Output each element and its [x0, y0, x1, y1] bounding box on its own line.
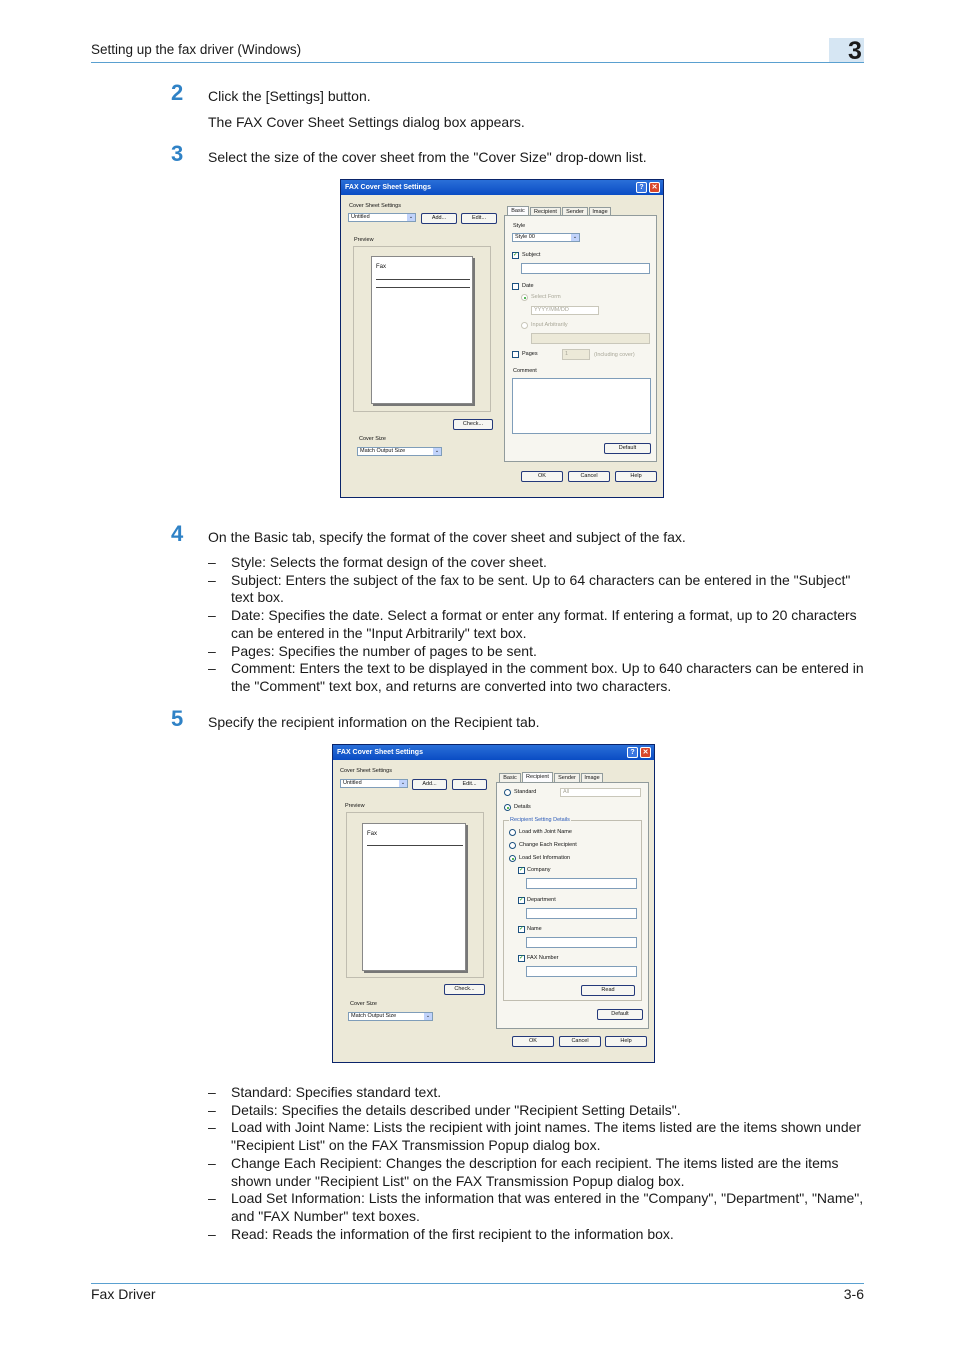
preview-area	[353, 246, 491, 412]
list-item	[208, 1190, 864, 1225]
header-rule	[91, 62, 864, 63]
subject-checkbox[interactable]: ✓	[513, 252, 519, 258]
standard-value: All	[563, 789, 570, 795]
comment-label: Comment	[513, 368, 537, 374]
preview-line	[376, 279, 470, 280]
tab-sender[interactable]: Sender	[562, 207, 588, 216]
preview-fax-text: Fax	[376, 264, 387, 270]
bullet-dash: –	[208, 660, 216, 677]
standard-label: Standard	[514, 789, 537, 795]
step-number: 3	[171, 141, 184, 166]
step5-bullet-list	[208, 1084, 864, 1243]
bullet-text: Standard: Specifies standard text.	[231, 1084, 442, 1100]
details-radio[interactable]	[504, 804, 511, 811]
comment-textarea[interactable]	[512, 378, 651, 434]
edit-button[interactable]: Edit...	[461, 213, 497, 224]
cover-size-label: Cover Size	[350, 1001, 377, 1007]
tab-basic[interactable]: Basic	[499, 773, 521, 782]
cover-size-select[interactable]	[357, 447, 442, 456]
preview-fax-text: Fax	[367, 831, 378, 837]
chevron-down-icon: ⌄	[434, 448, 440, 454]
tab-image[interactable]: Image	[581, 773, 603, 782]
bullet-dash: –	[208, 1190, 216, 1207]
step-text: On the Basic tab, specify the format of the cover sheet and subject of the fax.	[208, 529, 686, 545]
subject-input[interactable]	[521, 263, 650, 274]
style-select[interactable]	[512, 233, 580, 242]
bullet-dash: –	[208, 571, 216, 588]
list-item	[208, 1084, 864, 1102]
step4-bullet-list	[208, 554, 864, 696]
tab-sender[interactable]: Sender	[554, 773, 580, 782]
list-item	[208, 660, 864, 695]
bullet-dash: –	[208, 642, 216, 659]
default-button[interactable]: Default	[597, 1009, 643, 1020]
step-number: 2	[171, 80, 184, 105]
date-label: Date	[522, 283, 534, 289]
cover-sheet-settings-label: Cover Sheet Settings	[349, 203, 401, 209]
name-input[interactable]	[526, 937, 637, 948]
cancel-button[interactable]: Cancel	[559, 1036, 601, 1047]
recipient-tab-panel	[496, 782, 649, 1029]
list-item	[208, 643, 864, 661]
chevron-down-icon: ⌄	[572, 234, 578, 240]
dialog-basic-screenshot	[340, 179, 664, 498]
cover-size-value: Match Output Size	[360, 448, 406, 454]
select-form-radio[interactable]	[521, 294, 528, 301]
add-button[interactable]: Add...	[412, 779, 447, 790]
recipient-setting-details-group	[503, 817, 642, 1001]
footer-section-title: Fax Driver	[91, 1286, 156, 1302]
preview-line	[376, 287, 470, 288]
input-arbitrarily-radio[interactable]	[521, 322, 528, 329]
date-format-select[interactable]	[531, 306, 599, 315]
date-format-value: YYYY/MM/DD	[534, 307, 569, 313]
bullet-dash: –	[208, 1119, 216, 1136]
bullet-text: Details: Specifies the details described under "Recipient Setting Details".	[231, 1101, 681, 1118]
standard-radio[interactable]	[504, 789, 511, 796]
cover-sheet-value: Untitled	[343, 780, 362, 786]
list-item	[208, 572, 864, 607]
step-number: 4	[171, 521, 184, 546]
help-button[interactable]: Help	[605, 1036, 647, 1047]
dialog-title: FAX Cover Sheet Settings	[345, 184, 431, 191]
cover-sheet-value: Untitled	[351, 214, 370, 220]
basic-tab-panel	[504, 215, 657, 462]
dialog-titlebar	[341, 180, 663, 195]
close-icon[interactable]: ✕	[649, 182, 660, 193]
bullet-text: Pages: Specifies the number of pages to be sent.	[231, 642, 537, 659]
style-value: Style 00	[515, 234, 535, 240]
tab-basic[interactable]: Basic	[507, 206, 529, 216]
chevron-down-icon: ⌄	[425, 1013, 431, 1019]
check-button[interactable]: Check...	[444, 984, 485, 995]
fax-number-label: FAX Number	[527, 955, 559, 961]
subject-label: Subject	[522, 252, 541, 258]
page-number: 3-6	[843, 1286, 864, 1302]
tab-recipient[interactable]: Recipient	[522, 772, 553, 782]
bullet-dash: –	[208, 1084, 216, 1100]
dialog-title: FAX Cover Sheet Settings	[337, 749, 423, 756]
help-icon[interactable]: ?	[636, 182, 647, 193]
add-button[interactable]: Add...	[421, 213, 457, 224]
running-header-title: Setting up the fax driver (Windows)	[91, 42, 302, 57]
help-icon[interactable]: ?	[627, 747, 638, 758]
company-label: Company	[527, 867, 551, 873]
default-button[interactable]: Default	[604, 443, 651, 454]
cover-sheet-select[interactable]	[348, 213, 416, 222]
dialog-recipient-screenshot	[332, 744, 655, 1063]
tab-recipient[interactable]: Recipient	[530, 207, 561, 216]
including-cover-label: (Including cover)	[594, 352, 635, 358]
bullet-text: Load with Joint Name: Lists the recipient with joint names. The items listed are the items shown under "Recipient List" on the FAX Transmission Popup dialog box.	[231, 1119, 862, 1154]
help-button[interactable]: Help	[615, 471, 657, 482]
change-each-recipient-radio[interactable]	[509, 842, 516, 849]
preview-line	[367, 845, 463, 846]
change-each-recipient-label: Change Each Recipient	[519, 842, 577, 848]
chevron-down-icon: ⌄	[408, 214, 414, 220]
select-form-label: Select Form	[531, 294, 561, 300]
details-label: Details	[514, 804, 531, 810]
chapter-number: 3	[848, 37, 862, 65]
bullet-text: Change Each Recipient: Changes the description for each recipient. The items listed are the items shown under "Recipient List" on the FAX Transmission Popup dialog box.	[231, 1154, 839, 1189]
load-set-information-label: Load Set Information	[519, 855, 571, 861]
input-arbitrarily-label: Input Arbitrarily	[531, 322, 568, 328]
step-number: 5	[171, 706, 184, 731]
fax-number-input[interactable]	[526, 966, 637, 977]
step-text: Specify the recipient information on the Recipient tab.	[208, 714, 540, 730]
bullet-text: Date: Specifies the date. Select a format or enter any format. If entering a format, up to 20 characters can be entered in the "Input Arbitrarily" text box.	[231, 607, 857, 641]
bullet-text: Subject: Enters the subject of the fax to be sent. Up to 64 characters can be entered in the "Subject" text box.	[231, 571, 851, 606]
pages-value: 1	[565, 351, 569, 357]
department-checkbox[interactable]: ✓	[519, 897, 525, 903]
cover-size-label: Cover Size	[359, 436, 386, 442]
bullet-dash: –	[208, 607, 216, 624]
name-label: Name	[527, 926, 542, 932]
step-text: Click the [Settings] button.	[208, 88, 371, 104]
step-text: The FAX Cover Sheet Settings dialog box appears.	[208, 114, 525, 130]
check-button[interactable]: Check...	[453, 419, 493, 430]
close-icon[interactable]: ✕	[640, 747, 651, 758]
cancel-button[interactable]: Cancel	[568, 471, 610, 482]
style-label: Style	[513, 223, 526, 229]
bullet-text: Comment: Enters the text to be displayed in the comment box. Up to 640 characters can be entered in the "Comment" text box, and returns are converted into two characters.	[231, 660, 864, 694]
load-set-information-radio[interactable]	[509, 855, 516, 862]
pages-checkbox[interactable]	[512, 351, 519, 358]
cover-size-select[interactable]	[348, 1012, 433, 1021]
tab-image[interactable]: Image	[589, 207, 611, 216]
standard-select[interactable]	[560, 788, 641, 797]
list-item	[208, 607, 864, 642]
input-arbitrarily-field[interactable]	[531, 333, 650, 344]
date-checkbox[interactable]	[512, 283, 519, 290]
list-item	[208, 554, 864, 572]
read-button[interactable]: Read	[581, 985, 635, 996]
group-label: Recipient Setting Details	[510, 817, 570, 823]
preview-page	[371, 256, 473, 404]
fax-number-checkbox[interactable]: ✓	[519, 955, 525, 961]
pages-label: Pages	[522, 351, 538, 357]
list-item	[208, 1102, 864, 1120]
load-joint-name-label: Load with Joint Name	[519, 829, 572, 835]
list-item	[208, 1226, 864, 1244]
dialog-titlebar	[333, 745, 654, 760]
name-checkbox[interactable]: ✓	[519, 926, 525, 932]
bullet-dash: –	[208, 554, 216, 570]
company-checkbox[interactable]: ✓	[519, 867, 525, 873]
chevron-down-icon: ⌄	[400, 780, 406, 786]
cover-size-value: Match Output Size	[351, 1013, 397, 1019]
company-input[interactable]	[526, 878, 637, 889]
bullet-text: Style: Selects the format design of the cover sheet.	[231, 554, 547, 570]
department-label: Department	[527, 897, 556, 903]
bullet-dash: –	[208, 1154, 216, 1171]
list-item	[208, 1155, 864, 1190]
cover-sheet-settings-label: Cover Sheet Settings	[340, 768, 392, 774]
ok-button[interactable]: OK	[512, 1036, 554, 1047]
edit-button[interactable]: Edit...	[452, 779, 487, 790]
bullet-text: Load Set Information: Lists the information that was entered in the "Company", "Department", "Name", and "FAX Number" text boxes.	[231, 1190, 864, 1224]
ok-button[interactable]: OK	[521, 471, 563, 482]
preview-label: Preview	[345, 803, 365, 809]
bullet-dash: –	[208, 1101, 216, 1118]
preview-page	[362, 823, 466, 971]
preview-area	[346, 812, 484, 978]
cover-sheet-select[interactable]	[340, 779, 408, 788]
preview-label: Preview	[354, 237, 374, 243]
list-item	[208, 1119, 864, 1154]
department-input[interactable]	[526, 908, 637, 919]
step-text: Select the size of the cover sheet from the "Cover Size" drop-down list.	[208, 149, 647, 165]
pages-stepper[interactable]	[562, 349, 590, 360]
bullet-dash: –	[208, 1225, 216, 1242]
footer-rule	[91, 1283, 864, 1284]
bullet-text: Read: Reads the information of the first recipient to the information box.	[231, 1225, 674, 1242]
load-joint-name-radio[interactable]	[509, 829, 516, 836]
